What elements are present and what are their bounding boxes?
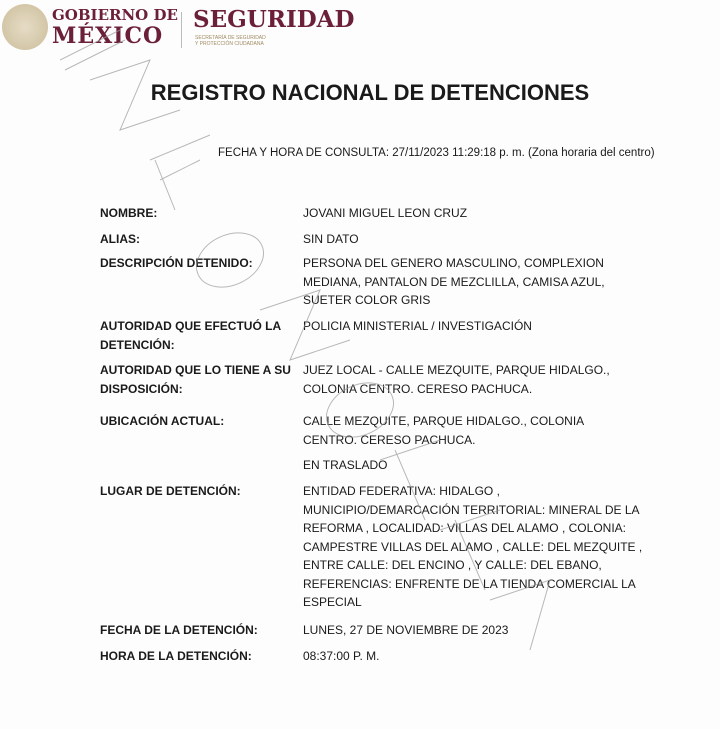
field-label: DESCRIPCIÓN DETENIDO: [100, 256, 253, 270]
field-value: JOVANI MIGUEL LEON CRUZ [303, 206, 468, 220]
consulta-timestamp: FECHA Y HORA DE CONSULTA: 27/11/2023 11:29:18 p. m. (Zona horaria del centro) [218, 147, 655, 159]
field-value: JUEZ LOCAL - CALLE MEZQUITE, PARQUE HIDALGO., COLONIA CENTRO. CERESO PACHUCA. [303, 363, 610, 396]
field-value: LUNES, 27 DE NOVIEMBRE DE 2023 [303, 623, 509, 637]
field-value: CALLE MEZQUITE, PARQUE HIDALGO., COLONIA CENTRO. CERESO PACHUCA. [303, 414, 584, 447]
gobierno-logo-text: GOBIERNO DE [52, 6, 178, 24]
field-label: LUGAR DE DETENCIÓN: [100, 484, 241, 498]
field-value: SIN DATO [303, 232, 359, 246]
field-label: FECHA DE LA DETENCIÓN: [100, 623, 258, 637]
field-label: ALIAS: [100, 232, 140, 246]
mexico-logo-text: MÉXICO [52, 23, 164, 49]
field-value: EN TRASLADO [303, 458, 388, 472]
field-label: HORA DE LA DETENCIÓN: [100, 649, 252, 663]
page-title: REGISTRO NACIONAL DE DETENCIONES [150, 80, 590, 105]
mexico-seal-logo [2, 4, 48, 50]
field-label: UBICACIÓN ACTUAL: [100, 414, 225, 428]
logo-divider [181, 12, 182, 48]
field-label: AUTORIDAD QUE EFECTUÓ LA DETENCIÓN: [100, 319, 281, 352]
seguridad-subtitle: SECRETARÍA DE SEGURIDAD Y PROTECCIÓN CIUDADANA [195, 35, 266, 47]
seguridad-logo-text: SEGURIDAD [193, 6, 355, 33]
field-value: PERSONA DEL GENERO MASCULINO, COMPLEXION MEDIANA, PANTALON DE MEZCLILLA, CAMISA AZUL, SUETER COLOR GRIS [303, 256, 605, 307]
field-label: AUTORIDAD QUE LO TIENE A SU DISPOSICIÓN: [100, 363, 291, 396]
field-value: POLICIA MINISTERIAL / INVESTIGACIÓN [303, 319, 532, 333]
field-value: ENTIDAD FEDERATIVA: HIDALGO , MUNICIPIO/DEMARCACIÓN TERRITORIAL: MINERAL DE LA REFORMA , LOCALIDAD: VILLAS DEL ALAMO , COLONIA: CAMPESTRE VILLAS DEL ALAMO , CALLE: DEL MEZQUITE , ENTRE CALLE: DEL ENCINO , Y CALLE: DEL EBANO, REFERENCIAS: ENFRENTE DE LA TIENDA COMERCIAL LA ESPECIAL [303, 484, 643, 609]
field-label: NOMBRE: [100, 206, 158, 220]
field-value: 08:37:00 P. M. [303, 649, 380, 663]
